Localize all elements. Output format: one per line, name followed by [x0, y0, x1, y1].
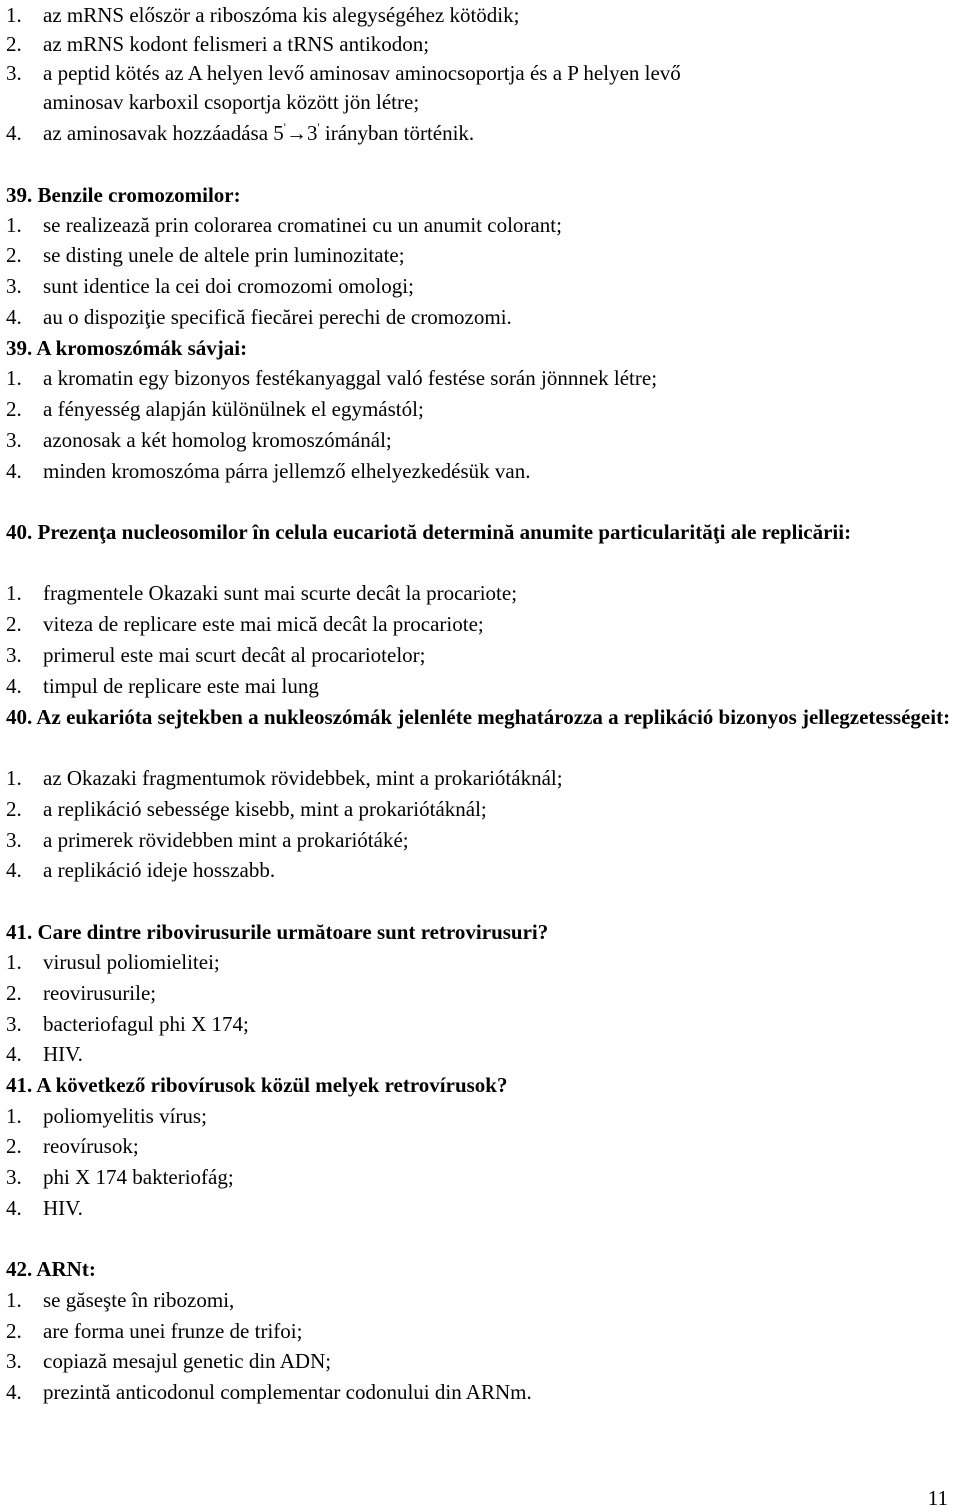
- item-number: 2.: [6, 32, 22, 56]
- item-number: 3.: [6, 428, 22, 452]
- list-item: [0, 1193, 955, 1223]
- list-item: [0, 609, 955, 639]
- item-text: bacteriofagul phi X 174;: [43, 1012, 249, 1036]
- list-item: [0, 302, 955, 332]
- list-item: [0, 1377, 955, 1407]
- item-number: 1.: [6, 213, 22, 237]
- item-number: 2.: [6, 797, 22, 821]
- item-text: poliomyelitis vírus;: [43, 1104, 207, 1128]
- item-text-part: irányban történik.: [319, 121, 475, 145]
- list-item: [0, 29, 955, 59]
- item-text: a kromatin egy bizonyos festékanyaggal való festése során jönnnek létre;: [43, 366, 658, 390]
- item-text: se realizează prin colorarea cromatinei cu un anumit colorant;: [43, 213, 562, 237]
- item-number: 3.: [6, 61, 22, 85]
- item-number: 4.: [6, 674, 22, 698]
- list-item: [0, 855, 955, 885]
- question-heading: 40. Az eukarióta sejtekben a nukleoszómák jelenléte meghatározza a replikáció bizonyos jellegzetességeit:: [6, 705, 951, 729]
- item-number: 1.: [6, 3, 22, 27]
- item-text: az Okazaki fragmentumok rövidebbek, mint a prokariótáknál;: [43, 766, 563, 790]
- list-item: [0, 1039, 955, 1069]
- item-text: reovírusok;: [43, 1134, 139, 1158]
- item-number: 1.: [6, 366, 22, 390]
- item-text: a fényesség alapján különülnek el egymástól;: [43, 397, 424, 421]
- list-item: [0, 363, 955, 393]
- list-item: [0, 640, 955, 670]
- list-item: [0, 794, 955, 824]
- item-text: sunt identice la cei doi cromozomi omologi;: [43, 274, 414, 298]
- prime-mark: ': [317, 120, 320, 134]
- list-item: [0, 825, 955, 855]
- item-number: 4.: [6, 1196, 22, 1220]
- item-text: phi X 174 bakteriofág;: [43, 1165, 234, 1189]
- item-text: fragmentele Okazaki sunt mai scurte decât la procariote;: [43, 581, 518, 605]
- question-heading: 41. A következő ribovírusok közül melyek retrovírusok?: [6, 1073, 508, 1097]
- list-item: [0, 578, 955, 608]
- item-text: HIV.: [43, 1196, 83, 1220]
- item-number: 4.: [6, 1380, 22, 1404]
- item-number: 3.: [6, 1349, 22, 1373]
- item-number: 2.: [6, 397, 22, 421]
- list-item: [0, 1162, 955, 1192]
- item-text: se disting unele de altele prin luminozitate;: [43, 243, 405, 267]
- list-item: [0, 1346, 955, 1376]
- item-text: az mRNS először a riboszóma kis alegységéhez kötödik;: [43, 3, 520, 27]
- item-text: prezintă anticodonul complementar codonului din ARNm.: [43, 1380, 532, 1404]
- item-number: 1.: [6, 581, 22, 605]
- item-number: 4.: [6, 459, 22, 483]
- item-number: 2.: [6, 243, 22, 267]
- item-text: a peptid kötés az A helyen levő aminosav aminocsoportja és a P helyen levő: [43, 61, 681, 85]
- item-text: az mRNS kodont felismeri a tRNS antikodon;: [43, 32, 430, 56]
- list-item: [0, 394, 955, 424]
- item-text: azonosak a két homolog kromoszómánál;: [43, 428, 392, 452]
- item-number: 4.: [6, 121, 22, 145]
- question-heading: 39. Benzile cromozomilor:: [6, 183, 241, 207]
- list-item: [0, 1101, 955, 1131]
- item-text-part: →3: [285, 121, 318, 145]
- item-text: a replikáció ideje hosszabb.: [43, 858, 276, 882]
- item-text: timpul de replicare este mai lung: [43, 674, 319, 698]
- list-item: [0, 1009, 955, 1039]
- item-number: 3.: [6, 1165, 22, 1189]
- list-item: [0, 210, 955, 240]
- item-text-part: az aminosavak hozzáadása 5: [43, 121, 284, 145]
- item-number: 3.: [6, 828, 22, 852]
- item-text: a primerek rövidebben mint a prokariótáké;: [43, 828, 409, 852]
- list-item: [0, 240, 955, 270]
- item-number: 3.: [6, 1012, 22, 1036]
- item-text: are forma unei frunze de trifoi;: [43, 1319, 303, 1343]
- item-number: 4.: [6, 1042, 22, 1066]
- item-number: 2.: [6, 1134, 22, 1158]
- list-item: [0, 978, 955, 1008]
- list-item: [0, 0, 955, 30]
- item-text: au o dispoziţie specifică fiecărei perechi de cromozomi.: [43, 305, 512, 329]
- item-text: HIV.: [43, 1042, 83, 1066]
- item-number: 3.: [6, 643, 22, 667]
- list-item: [0, 271, 955, 301]
- item-text: viteza de replicare este mai mică decât la procariote;: [43, 612, 484, 636]
- page-number: 11: [927, 1486, 948, 1510]
- question-heading: 41. Care dintre ribovirusurile următoare sunt retrovirusuri?: [6, 920, 549, 944]
- list-item: [0, 1316, 955, 1346]
- item-number: 1.: [6, 1288, 22, 1312]
- item-text: se găseşte în ribozomi,: [43, 1288, 235, 1312]
- item-text: copiază mesajul genetic din ADN;: [43, 1349, 332, 1373]
- item-text: virusul poliomielitei;: [43, 950, 220, 974]
- list-item: [0, 947, 955, 977]
- list-item: [0, 118, 955, 148]
- list-item: [0, 456, 955, 486]
- list-item: [0, 1285, 955, 1315]
- item-number: 2.: [6, 612, 22, 636]
- item-number: 3.: [6, 274, 22, 298]
- item-text: minden kromoszóma párra jellemző elhelyezkedésük van.: [43, 459, 531, 483]
- prime-mark: ': [283, 120, 286, 134]
- item-text: reovirusurile;: [43, 981, 157, 1005]
- list-item: [0, 763, 955, 793]
- question-heading: 39. A kromoszómák sávjai:: [6, 336, 248, 360]
- list-item: [0, 425, 955, 455]
- item-text: [43, 118, 474, 148]
- item-text: a replikáció sebessége kisebb, mint a prokariótáknál;: [43, 797, 487, 821]
- list-item: [0, 58, 955, 88]
- item-number: 4.: [6, 858, 22, 882]
- item-text-continuation: aminosav karboxil csoportja között jön létre;: [43, 90, 420, 114]
- item-number: 1.: [6, 950, 22, 974]
- question-heading: 42. ARNt:: [6, 1257, 96, 1281]
- question-heading: 40. Prezenţa nucleosomilor în celula eucariotă determină anumite particularităţi ale replicării:: [6, 520, 852, 544]
- item-number: 1.: [6, 1104, 22, 1128]
- list-item: [0, 1131, 955, 1161]
- item-number: 4.: [6, 305, 22, 329]
- item-number: 1.: [6, 766, 22, 790]
- item-number: 2.: [6, 981, 22, 1005]
- item-number: 2.: [6, 1319, 22, 1343]
- item-text: primerul este mai scurt decât al procariotelor;: [43, 643, 426, 667]
- list-item: [0, 671, 955, 701]
